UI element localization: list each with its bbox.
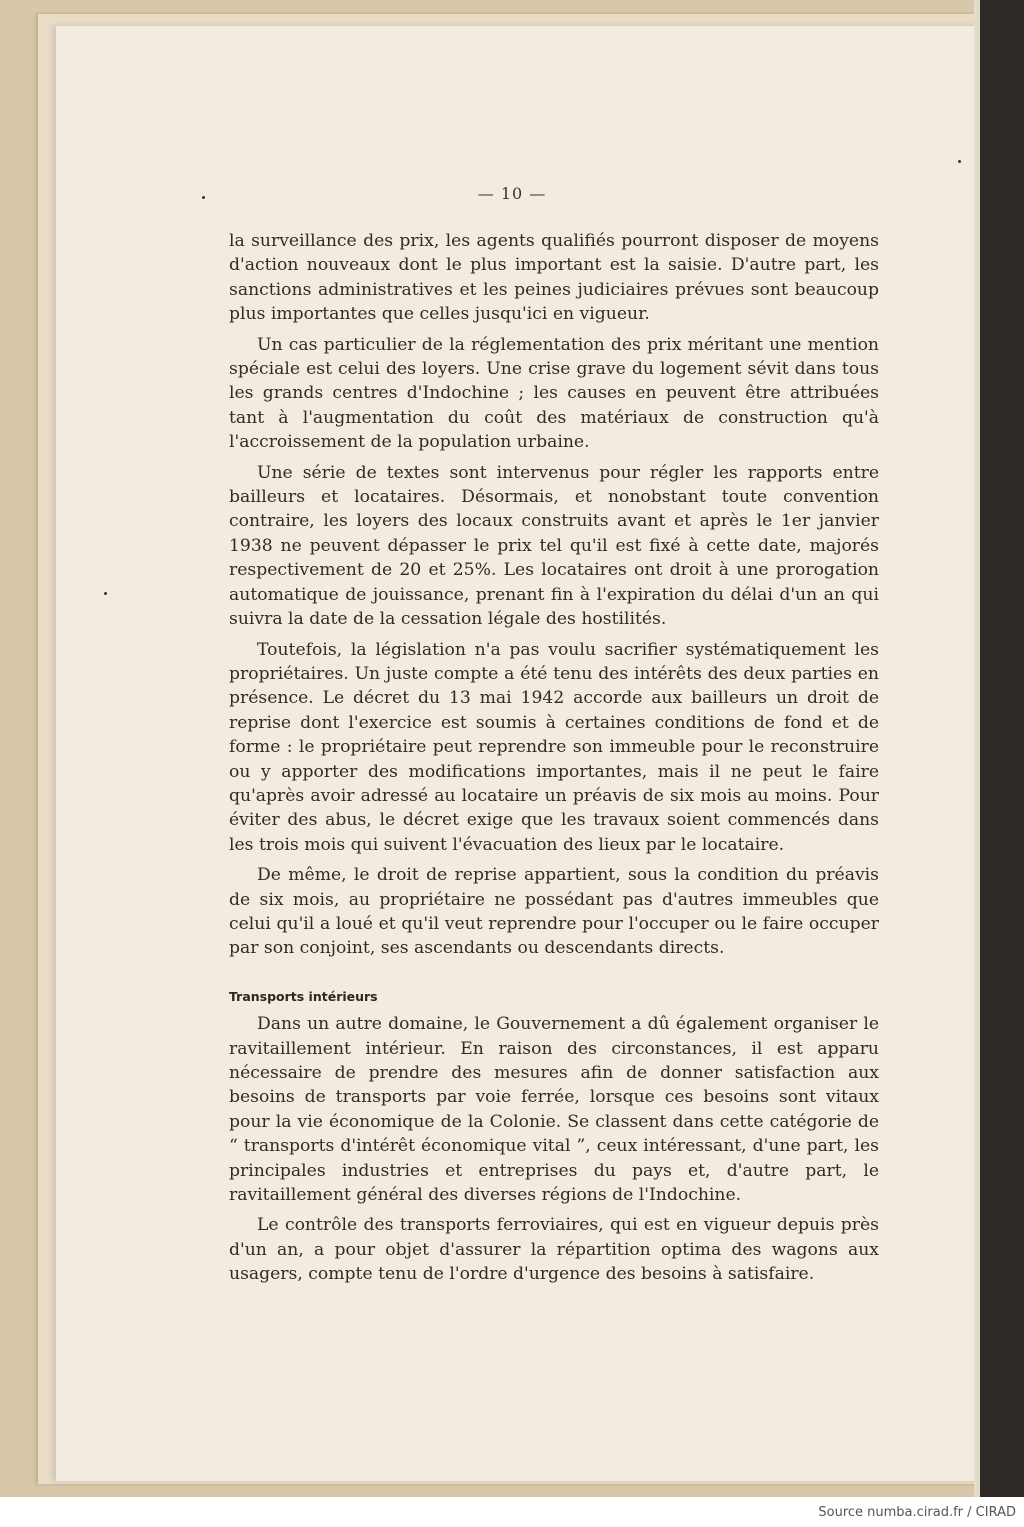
paragraph: la surveillance des prix, les agents qualifiés pourront disposer de moyens d'action nouveaux dont le plus important est la saisie. D'autre part, les sanctions administratives et les peines judiciaires prévues sont beaucoup plus importantes que celles jusqu'ici en vigueur.: [229, 231, 879, 325]
paragraph: De même, le droit de reprise appartient, sous la condition du préavis de six mois, au propriétaire ne possédant pas d'autres immeubles que celui qu'il a loué et qu'il veut reprendre pour l'occuper ou le faire occuper par son conjoint, ses ascendants ou descendants directs.: [229, 865, 879, 959]
paper-speck: [958, 160, 961, 163]
paper-speck: [104, 592, 107, 595]
body-text: [229, 229, 879, 1293]
footer-bar: [0, 1497, 1024, 1527]
book-spine: [980, 0, 1024, 1497]
paragraph: Le contrôle des transports ferroviaires, qui est en vigueur depuis près d'un an, a pour objet d'assurer la répartition optima des wagons aux usagers, compte tenu de l'ordre d'urgence des besoins à satisfaire.: [229, 1215, 879, 1285]
paragraph: Toutefois, la législation n'a pas voulu sacrifier systématiquement les propriétaires. Un juste compte a été tenu des intérêts des deux parties en présence. Le décret du 13 mai 1942 accorde aux bailleurs un droit de reprise dont l'exercice est soumis à certaines conditions de fond et de forme : le propriétaire peut reprendre son immeuble pour le reconstruire ou y apporter des modifications importantes, mais il ne peut le faire qu'après avoir adressé au locataire un préavis de six mois au moins. Pour éviter des abus, le décret exige que les travaux soient commencés dans les trois mois qui suivent l'évacuation des lieux par le locataire.: [229, 639, 879, 855]
page-number: — 10 —: [477, 184, 547, 203]
section-heading: Transports intérieurs: [229, 988, 378, 1004]
source-credit: Source numba.cirad.fr / CIRAD: [818, 1505, 1016, 1520]
paragraph: Un cas particulier de la réglementation des prix méritant une mention spéciale est celui des loyers. Une crise grave du logement sévit dans tous les grands centres d'Indochine ; les causes en peuvent être attribuées tant à l'augmentation du coût des matériaux de construction qu'à l'accroissement de la population urbaine.: [229, 334, 879, 453]
paragraph: Une série de textes sont intervenus pour régler les rapports entre bailleurs et locataires. Désormais, et nonobstant toute convention contraire, les loyers des locaux construits avant et après le 1er janvier 1938 ne peuvent dépasser le prix tel qu'il est fixé à cette date, majorés respectivement de 20 et 25%. Les locataires ont droit à une prorogation automatique de jouissance, prenant fin à l'expiration du délai d'un an qui suivra la date de la cessation légale des hostilités.: [229, 462, 879, 630]
paragraph: Dans un autre domaine, le Gouvernement a dû également organiser le ravitaillement intérieur. En raison des circonstances, il est apparu nécessaire de prendre des mesures afin de donner satisfaction aux besoins de transports par voie ferrée, lorsque ces besoins sont vitaux pour la vie économique de la Colonie. Se classent dans cette catégorie de “ transports d'intérêt économique vital ”, ceux intéressant, d'une part, les principales industries et entreprises du pays et, d'autre part, le ravitaillement général des diverses régions de l'Indochine.: [229, 1014, 879, 1206]
